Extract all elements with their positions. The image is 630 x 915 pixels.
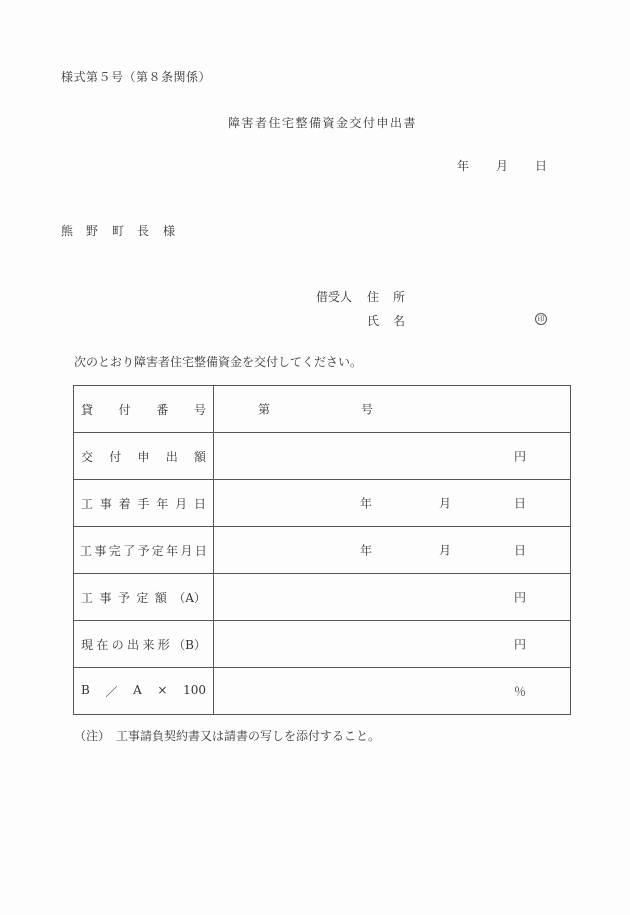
label-char: 着: [118, 496, 131, 511]
address-label: 所: [393, 290, 406, 304]
label-char: 来: [142, 637, 155, 652]
row-label: [74, 527, 214, 574]
label-char: 日: [193, 496, 206, 511]
label-char: 月: [180, 543, 193, 558]
application-table: [73, 385, 571, 715]
completion-date-field[interactable]: [214, 527, 571, 574]
addressee-char: 野: [86, 224, 99, 238]
label-char: 完: [108, 543, 121, 558]
document-title: 障害者住宅整備資金交付申出書: [228, 116, 418, 130]
label-char: 形: [157, 637, 170, 652]
label-char: B: [81, 682, 90, 697]
label-char: 年: [156, 496, 169, 511]
label-char: 工: [81, 496, 94, 511]
label-char: 手: [137, 496, 150, 511]
label-char: ／: [105, 684, 118, 699]
name-label: 名: [393, 314, 406, 328]
label-char: 了: [123, 543, 136, 558]
label-char: 貸: [81, 402, 94, 417]
current-progress-field[interactable]: [214, 621, 571, 668]
seal-icon: 印: [535, 313, 547, 325]
address-label: 住: [367, 290, 380, 304]
addressee-char: 町: [112, 224, 125, 238]
unit: 円: [514, 449, 527, 464]
label-char: 事: [99, 590, 112, 605]
label-char: 日: [194, 543, 207, 558]
year: 年: [360, 543, 373, 558]
table-row-ratio: [74, 668, 571, 715]
label-char: 出: [127, 637, 140, 652]
addressee-char: 様: [163, 224, 176, 238]
unit: 円: [514, 590, 527, 605]
label-char: 100: [183, 682, 206, 697]
label-char: 付: [109, 449, 122, 464]
planned-cost-field[interactable]: [214, 574, 571, 621]
date-day: 日: [535, 159, 548, 173]
day: 日: [514, 496, 527, 511]
suffix: 号: [361, 402, 374, 417]
table-row-planned-cost: [74, 574, 571, 621]
label-char: 交: [81, 449, 94, 464]
label-char: （B）: [173, 637, 206, 652]
day: 日: [514, 543, 527, 558]
addressee-char: 熊: [61, 224, 74, 238]
label-char: 付: [118, 402, 131, 417]
application-amount-field[interactable]: [214, 433, 571, 480]
label-char: 年: [166, 543, 179, 558]
table-row-start-date: [74, 480, 571, 527]
label-char: 定: [136, 590, 149, 605]
label-char: ×: [157, 682, 168, 697]
label-char: 額: [193, 449, 206, 464]
label-char: 現: [81, 637, 94, 652]
table-row-loan-number: [74, 386, 571, 433]
borrower-label: 借受人: [316, 290, 353, 304]
table-row-application-amount: [74, 433, 571, 480]
label-char: 額: [154, 590, 167, 605]
label-char: 工: [81, 590, 94, 605]
label-char: 定: [151, 543, 164, 558]
label-char: 事: [94, 543, 107, 558]
label-char: （A）: [173, 590, 206, 605]
label-char: 出: [165, 449, 178, 464]
label-char: 予: [137, 543, 150, 558]
row-label: [74, 574, 214, 621]
label-char: 番: [156, 402, 169, 417]
date-month: 月: [496, 159, 509, 173]
addressee-char: 長: [137, 224, 150, 238]
table-row-completion-date: [74, 527, 571, 574]
row-label: [74, 621, 214, 668]
month: 月: [439, 496, 452, 511]
unit: ％: [514, 684, 527, 699]
intro-text: 次のとおり障害者住宅整備資金を交付してください。: [74, 355, 363, 369]
loan-number-field[interactable]: [214, 386, 571, 433]
form-number: 様式第５号（第８条関係）: [61, 70, 212, 84]
start-date-field[interactable]: [214, 480, 571, 527]
label-char: 月: [175, 496, 188, 511]
date-year: 年: [457, 159, 470, 173]
year: 年: [360, 496, 373, 511]
name-label: 氏: [367, 314, 380, 328]
label-char: の: [111, 637, 124, 652]
label-char: 事: [99, 496, 112, 511]
table-row-current-progress: [74, 621, 571, 668]
label-char: 在: [96, 637, 109, 652]
row-label: [74, 433, 214, 480]
label-char: 号: [193, 402, 206, 417]
label-char: A: [133, 682, 142, 697]
row-label: [74, 668, 214, 715]
label-char: 工: [80, 543, 93, 558]
unit: 円: [514, 637, 527, 652]
label-char: 予: [117, 590, 130, 605]
month: 月: [439, 543, 452, 558]
row-label: [74, 386, 214, 433]
label-char: 申: [137, 449, 150, 464]
row-label: [74, 480, 214, 527]
note-text: （注） 工事請負契約書又は請書の写しを添付すること。: [74, 729, 381, 743]
prefix: 第: [258, 402, 271, 417]
ratio-field[interactable]: [214, 668, 571, 715]
